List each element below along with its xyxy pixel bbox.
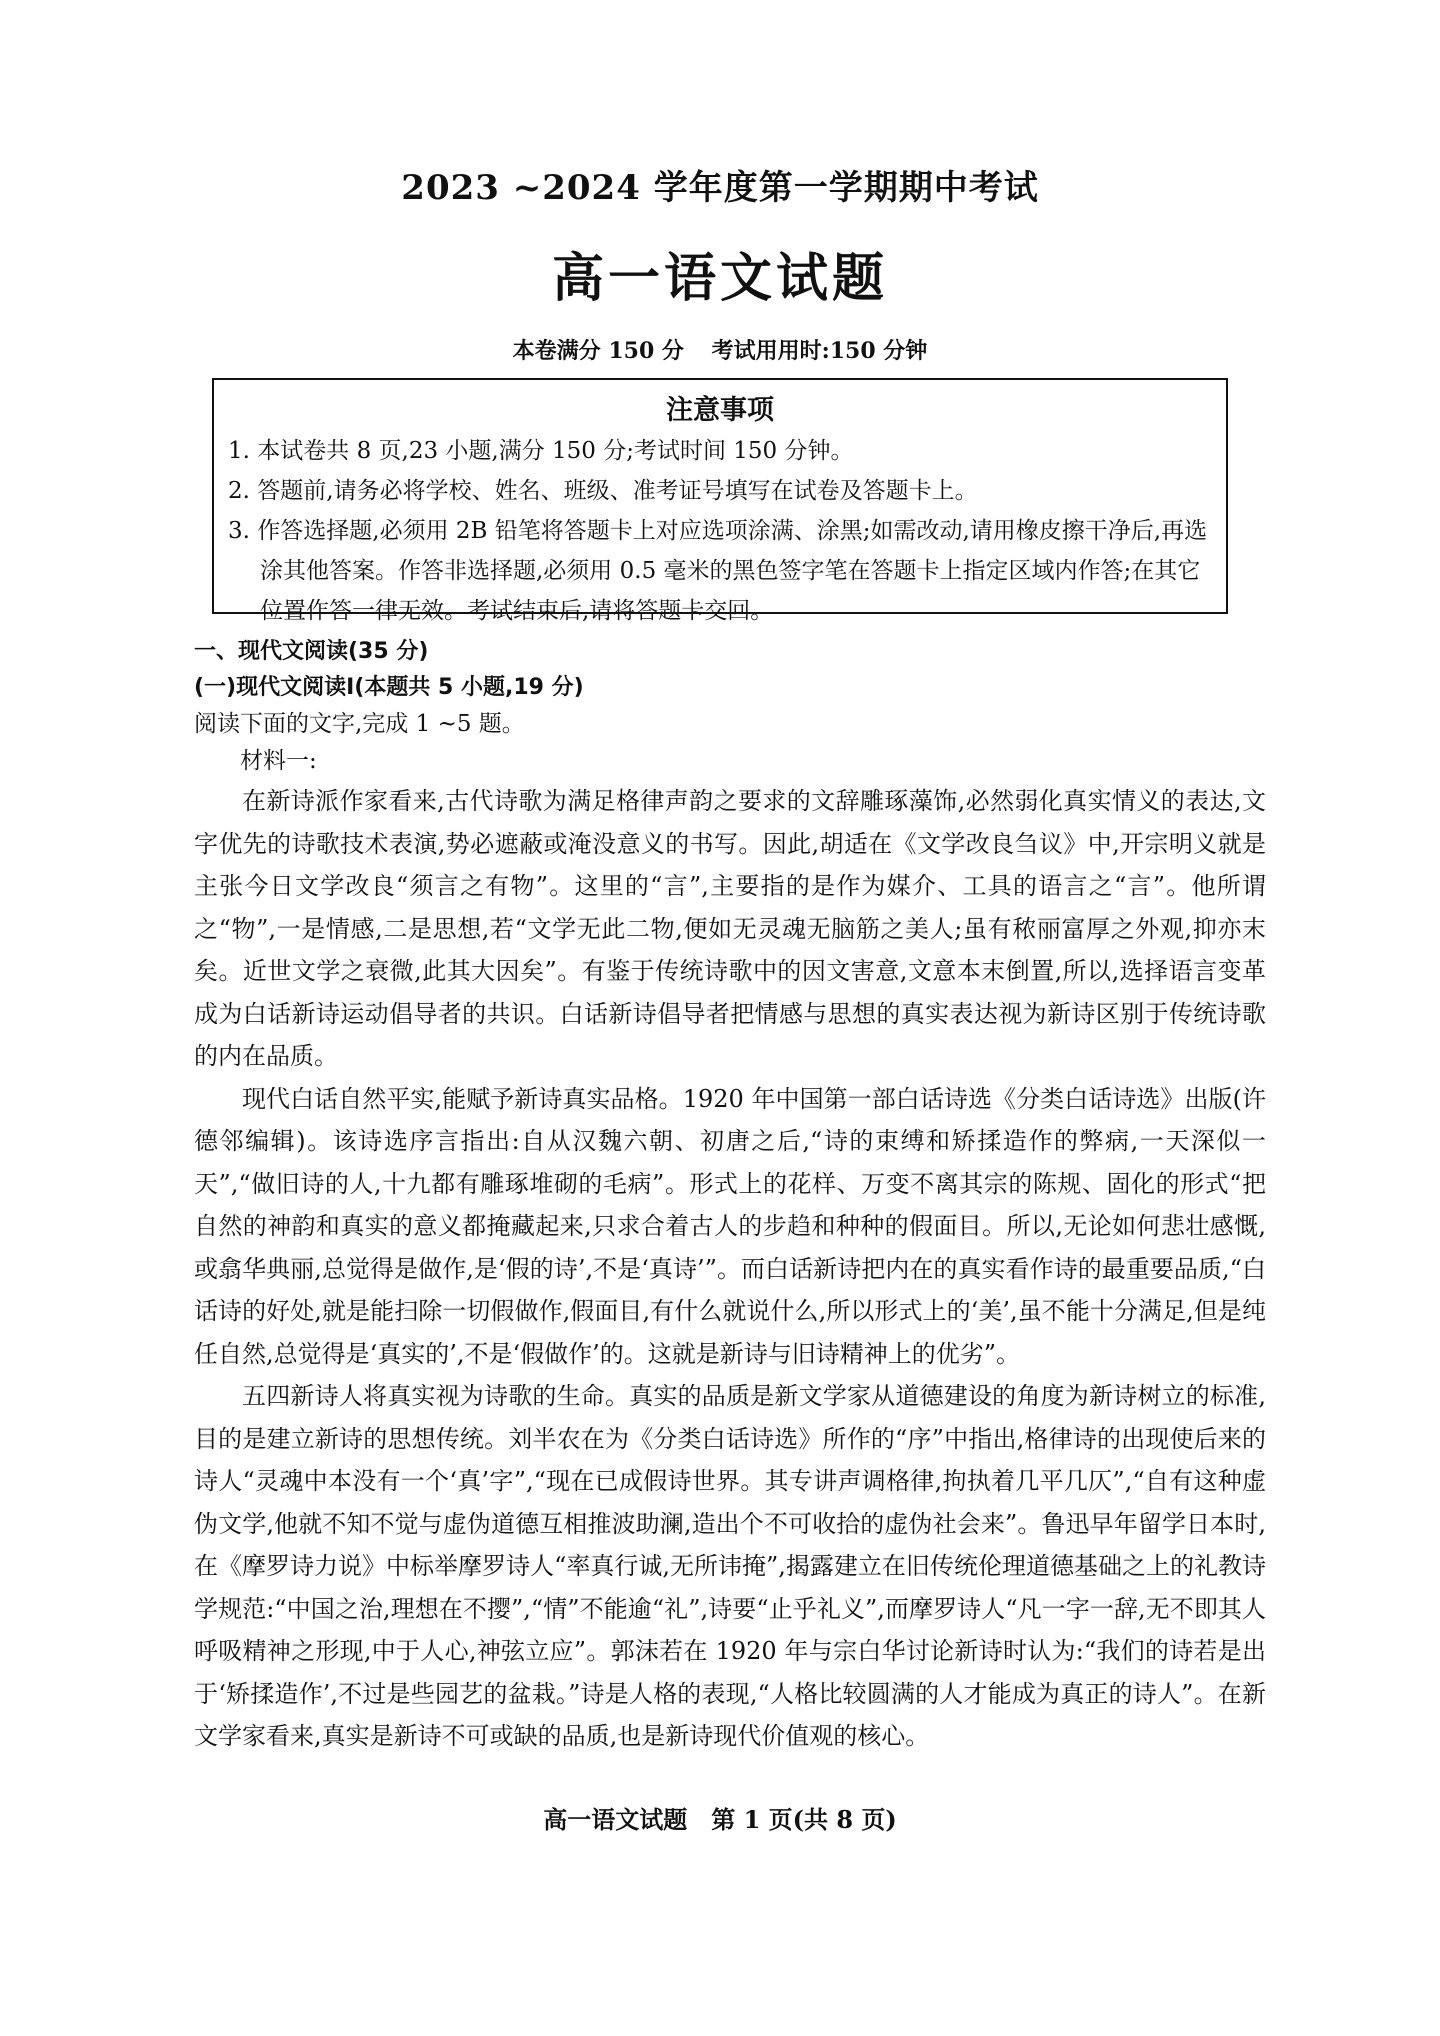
section-heading: 一、现代文阅读(35 分) [194, 639, 429, 664]
subsection-heading: (一)现代文阅读Ⅰ(本题共 5 小题,19 分) [194, 675, 584, 700]
notice-box [212, 378, 1228, 624]
paragraph-1: 在新诗派作家看来,古代诗歌为满足格律声韵之要求的文辞雕琢藻饰,必然弱化真实情义的表达,文字优先的诗歌技术表演,势必遮蔽或淹没意义的书写。因此,胡适在《文学改良刍议》中,开宗明义就是主张今日文学改良“须言之有物”。这里的“言”,主要指的是作为媒介、工具的语言之“言”。他所谓之“物”,一是情感,二是思想,若“文学无此二物,便如无灵魂无脑筋之美人;虽有秾丽富厚之外观,抑亦末矣。近世文学之衰微,此其大因矣”。有鉴于传统诗歌中的因文害意,文意本末倒置,所以,选择语言变革成为白话新诗运动倡导者的共识。白话新诗倡导者把情感与思想的真实表达视为新诗区别于传统诗歌的内在品质。 [194, 787, 1266, 1070]
score-info [0, 334, 1440, 365]
notice-item-2: 2. 答题前,请务必将学校、姓名、班级、准考证号填写在试卷及答题卡上。 [228, 478, 978, 504]
paragraph-3: 五四新诗人将真实视为诗歌的生命。真实的品质是新文学家从道德建设的角度为新诗树立的标准,目的是建立新诗的思想传统。刘半农在为《分类白话诗选》所作的“序”中指出,格律诗的出现使后来的诗人“灵魂中本没有一个‘真’字”,“现在已成假诗世界。其专讲声调格律,拘执着几平几仄”,“自有这种虚伪文学,他就不知不觉与虚伪道德互相推波助澜,造出个不可收拾的虚伪社会来”。鲁迅早年留学日本时,在《摩罗诗力说》中标举摩罗诗人“率真行诚,无所讳掩”,揭露建立在旧传统伦理道德基础之上的礼教诗学规范:“中国之治,理想在不撄”,“情”不能逾“礼”,诗要“止乎礼义”,而摩罗诗人“凡一字一辞,无不即其人呼吸精神之形现,中于人心,神弦立应”。郭沫若在 1920 年与宗白华讨论新诗时认为:“我们的诗若是出于‘矫揉造作’,不过是些园艺的盆栽。”诗是人格的表现,“人格比较圆满的人才能成为真正的诗人”。在新文学家看来,真实是新诗不可或缺的品质,也是新诗现代价值观的核心。 [194, 1382, 1266, 1750]
time-limit: 考试用用时:150 分钟 [711, 338, 928, 364]
material-label: 材料一: [240, 748, 317, 774]
subject-title: 高一语文试题 [551, 248, 888, 309]
reading-instruction: 阅读下面的文字,完成 1 ~5 题。 [194, 711, 525, 737]
paragraph-2: 现代白话自然平实,能赋予新诗真实品格。1920 年中国第一部白话诗选《分类白话诗选》出版(许德邻编辑)。该诗选序言指出:自从汉魏六朝、初唐之后,“诗的束缚和矫揉造作的弊病,一天深似一天”,“做旧诗的人,十九都有雕琢堆砌的毛病”。形式上的花样、万变不离其宗的陈规、固化的形式“把自然的神韵和真实的意义都掩藏起来,只求合着古人的步趋和种种的假面目。所以,无论如何悲壮感慨,或翕华典丽,总觉得是做作,是‘假的诗’,不是‘真诗’”。而白话新诗把内在的真实看作诗的最重要品质,“白话诗的好处,就是能扫除一切假做作,假面目,有什么就说什么,所以形式上的‘美’,虽不能十分满足,但是纯任自然,总觉得是‘真实的’,不是‘假做作’的。这就是新诗与旧诗精神上的优劣”。 [194, 1084, 1266, 1368]
notice-item-3: 3. 作答选择题,必须用 2B 铅笔将答题卡上对应选项涂满、涂黑;如需改动,请用橡皮擦干净后,再选涂其他答案。作答非选择题,必须用 0.5 毫米的黑色签字笔在答题卡上指定区域内作答;在其它位置作答一律无效。考试结束后,请将答题卡交回。 [228, 518, 1208, 624]
notice-item-1: 1. 本试卷共 8 页,23 小题,满分 150 分;考试时间 150 分钟。 [228, 438, 854, 464]
notice-title: 注意事项 [666, 395, 774, 426]
reading-section [194, 634, 1266, 1758]
page-footer: 高一语文试题 第 1 页(共 8 页) [543, 1805, 897, 1834]
exam-title: 2023 ~2024 学年度第一学期期中考试 [401, 168, 1039, 208]
full-score: 本卷满分 150 分 [512, 338, 684, 364]
